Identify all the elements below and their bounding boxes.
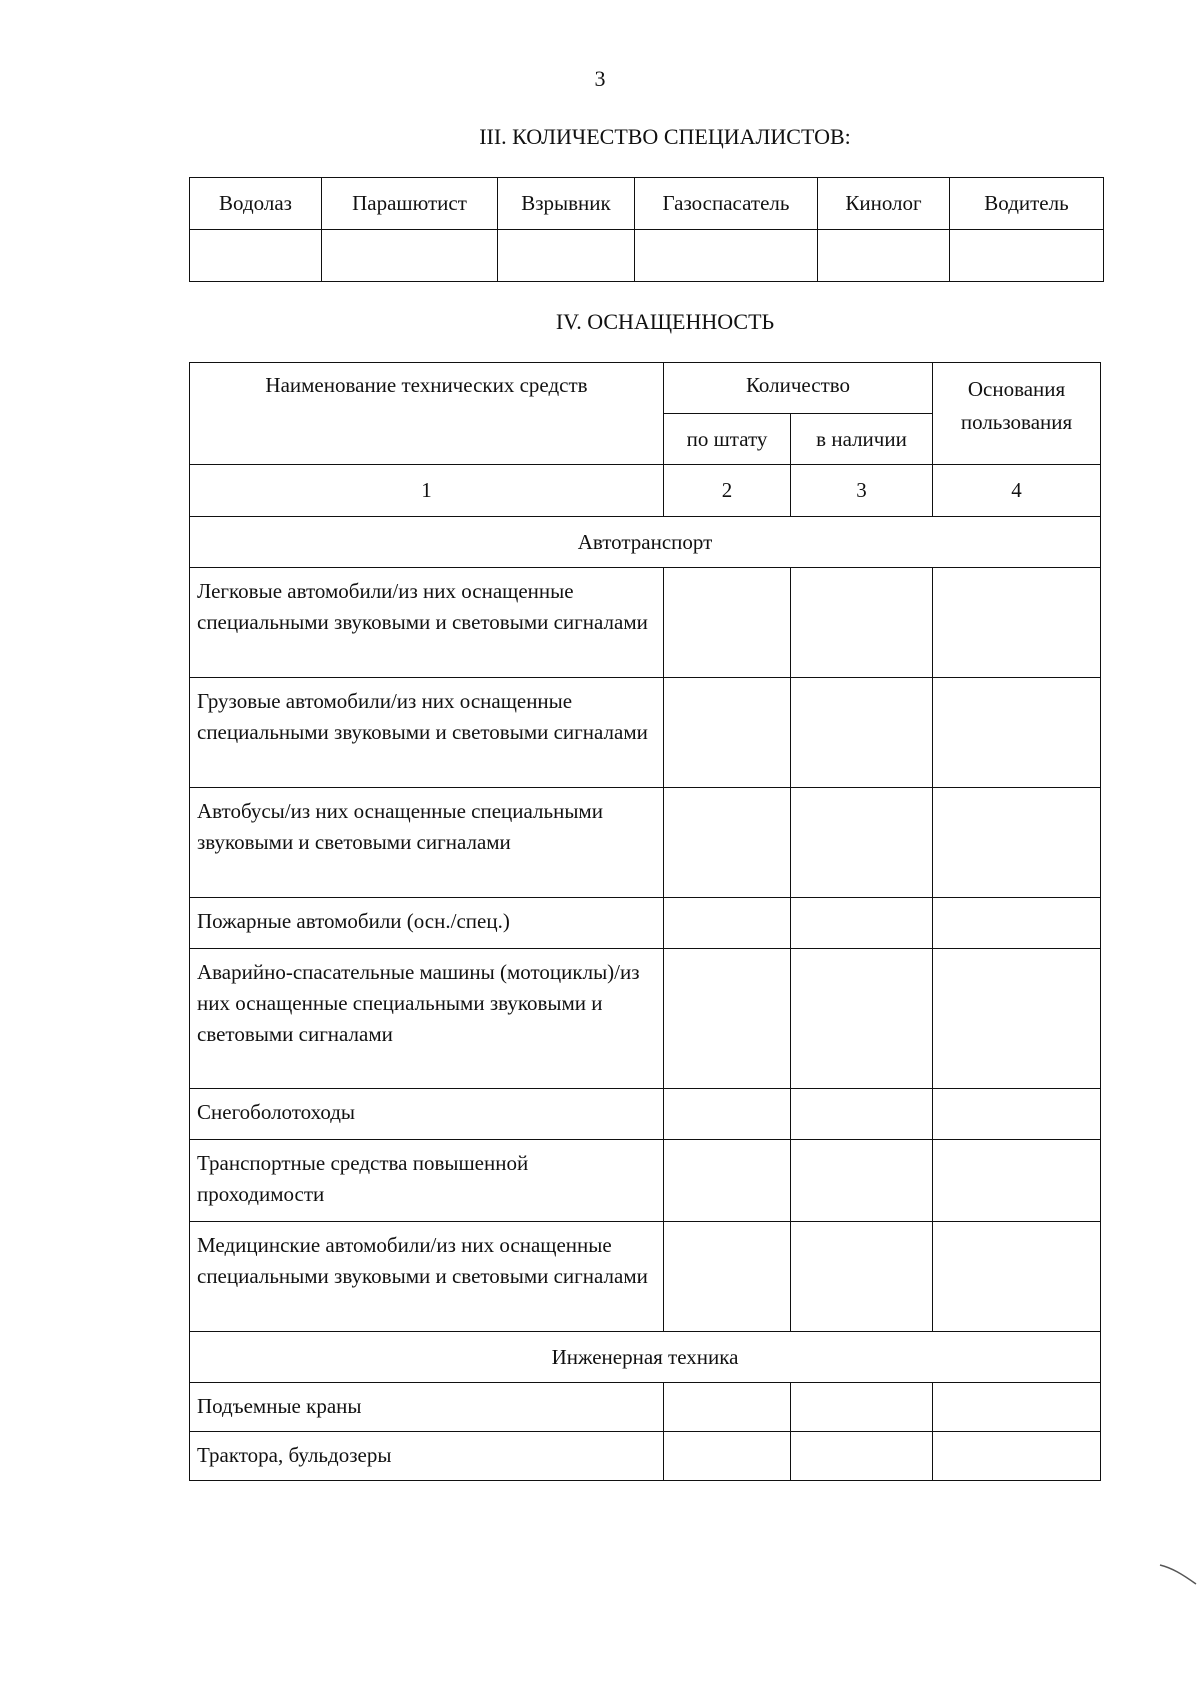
item-name: Легковые автомобили/из них оснащенные специальными звуковыми и световыми сигналами: [190, 568, 664, 678]
equipment-header-row: [190, 363, 1101, 414]
item-available[interactable]: [791, 568, 933, 678]
column-number-row: [190, 465, 1101, 517]
header-quantity: Количество: [664, 363, 933, 414]
header-by-staff: по штату: [664, 414, 791, 465]
section-3-title: III. КОЛИЧЕСТВО СПЕЦИАЛИСТОВ:: [479, 124, 851, 149]
item-available[interactable]: [791, 788, 933, 898]
item-name: Трактора, бульдозеры: [190, 1432, 664, 1481]
item-by-staff[interactable]: [664, 1383, 791, 1432]
column-number: 1: [190, 465, 664, 517]
item-name: Аварийно-спасательные машины (мотоциклы)/из них оснащенные специальными звуковыми и световыми сигналами: [190, 949, 664, 1089]
page-number: 3: [594, 66, 606, 91]
scan-mark: [1158, 1562, 1198, 1586]
specialists-table: [189, 177, 1104, 282]
item-name: Подъемные краны: [190, 1383, 664, 1432]
table-row: [190, 1432, 1101, 1481]
item-by-staff[interactable]: [664, 568, 791, 678]
item-name: Транспортные средства повышенной проходимости: [190, 1140, 664, 1222]
specialist-col-diver: Водолаз: [190, 178, 322, 230]
specialist-value-blaster[interactable]: [498, 230, 635, 282]
item-available[interactable]: [791, 898, 933, 949]
equipment-table: [189, 362, 1101, 1481]
table-row: [190, 898, 1101, 949]
item-by-staff[interactable]: [664, 898, 791, 949]
specialist-col-blaster: Взрывник: [498, 178, 635, 230]
item-basis[interactable]: [933, 949, 1101, 1089]
item-available[interactable]: [791, 1140, 933, 1222]
item-available[interactable]: [791, 678, 933, 788]
item-name: Пожарные автомобили (осн./спец.): [190, 898, 664, 949]
table-row: [190, 788, 1101, 898]
specialist-col-gas-rescuer: Газоспасатель: [635, 178, 818, 230]
specialist-value-diver[interactable]: [190, 230, 322, 282]
item-by-staff[interactable]: [664, 1140, 791, 1222]
table-row: [190, 678, 1101, 788]
header-available: в наличии: [791, 414, 933, 465]
item-by-staff[interactable]: [664, 1222, 791, 1332]
table-row: [190, 1222, 1101, 1332]
item-name: Снегоболотоходы: [190, 1089, 664, 1140]
column-number: 4: [933, 465, 1101, 517]
item-basis[interactable]: [933, 1432, 1101, 1481]
specialists-value-row: [190, 230, 1104, 282]
category-title: Автотранспорт: [190, 517, 1101, 568]
specialist-col-dog-handler: Кинолог: [818, 178, 950, 230]
item-available[interactable]: [791, 1383, 933, 1432]
specialist-col-driver: Водитель: [950, 178, 1104, 230]
item-basis[interactable]: [933, 568, 1101, 678]
item-basis[interactable]: [933, 678, 1101, 788]
item-basis[interactable]: [933, 1089, 1101, 1140]
column-number: 3: [791, 465, 933, 517]
header-basis: Основания пользования: [933, 363, 1101, 465]
item-available[interactable]: [791, 1222, 933, 1332]
item-by-staff[interactable]: [664, 949, 791, 1089]
specialists-header-row: [190, 178, 1104, 230]
item-available[interactable]: [791, 1089, 933, 1140]
item-name: Медицинские автомобили/из них оснащенные специальными звуковыми и световыми сигналами: [190, 1222, 664, 1332]
item-basis[interactable]: [933, 1140, 1101, 1222]
table-row: [190, 949, 1101, 1089]
specialist-value-dog-handler[interactable]: [818, 230, 950, 282]
item-by-staff[interactable]: [664, 1089, 791, 1140]
specialist-value-driver[interactable]: [950, 230, 1104, 282]
category-row: [190, 517, 1101, 568]
section-4-title: IV. ОСНАЩЕННОСТЬ: [555, 309, 775, 334]
item-available[interactable]: [791, 949, 933, 1089]
table-row: [190, 568, 1101, 678]
item-basis[interactable]: [933, 1383, 1101, 1432]
category-row: [190, 1332, 1101, 1383]
item-basis[interactable]: [933, 898, 1101, 949]
item-available[interactable]: [791, 1432, 933, 1481]
specialist-col-parachutist: Парашютист: [322, 178, 498, 230]
column-number: 2: [664, 465, 791, 517]
specialist-value-parachutist[interactable]: [322, 230, 498, 282]
category-title: Инженерная техника: [190, 1332, 1101, 1383]
item-name: Грузовые автомобили/из них оснащенные специальными звуковыми и световыми сигналами: [190, 678, 664, 788]
item-name: Автобусы/из них оснащенные специальными звуковыми и световыми сигналами: [190, 788, 664, 898]
item-by-staff[interactable]: [664, 678, 791, 788]
equipment-body: [190, 465, 1101, 1481]
header-name: Наименование технических средств: [190, 363, 664, 465]
table-row: [190, 1383, 1101, 1432]
specialist-value-gas-rescuer[interactable]: [635, 230, 818, 282]
table-row: [190, 1140, 1101, 1222]
item-by-staff[interactable]: [664, 1432, 791, 1481]
table-row: [190, 1089, 1101, 1140]
item-by-staff[interactable]: [664, 788, 791, 898]
item-basis[interactable]: [933, 788, 1101, 898]
item-basis[interactable]: [933, 1222, 1101, 1332]
